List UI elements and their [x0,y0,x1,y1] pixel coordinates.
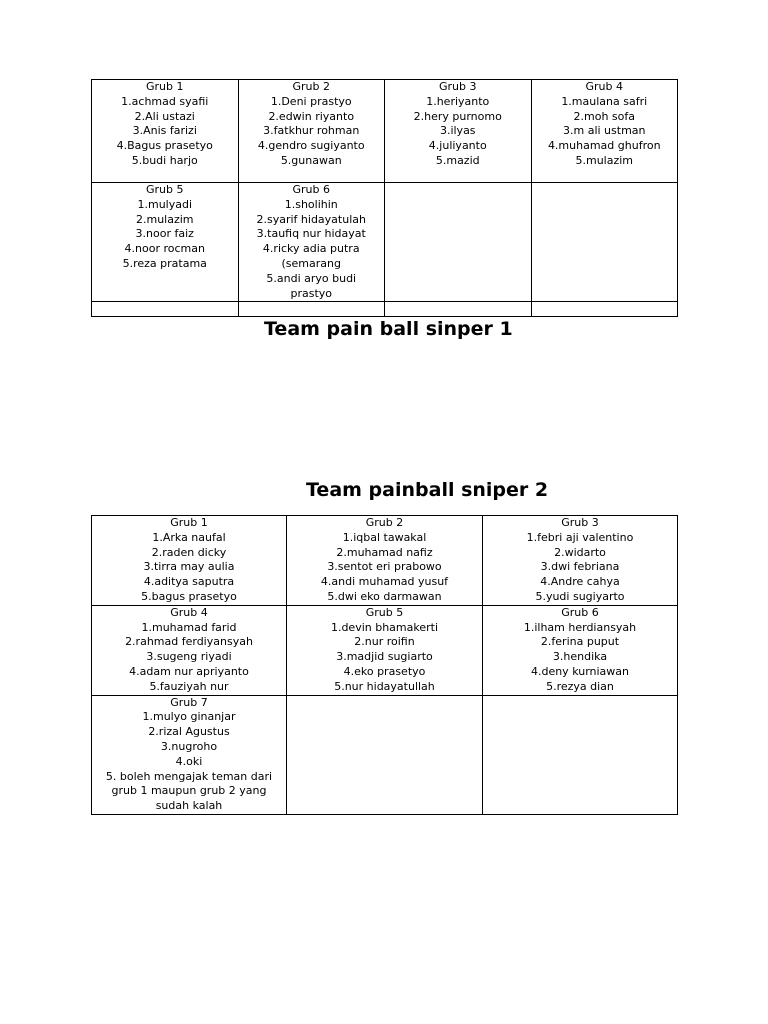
table-row [92,605,678,695]
member-name: 4.ricky adia putra [262,242,360,256]
member-name: 5.dwi eko darmawan [327,589,442,603]
member-name: 4.adam nur apriyanto [129,664,249,678]
member-name: 3.fatkhur rohman [263,124,360,138]
group-name: Grub 5 [365,605,404,619]
member-name: 4.deny kurniawan [530,664,630,678]
section-2-title: Team painball sniper 2 [306,479,549,501]
member-name: 2.ferina puput [540,635,620,649]
member-name: 5.andi aryo budi [266,271,357,285]
table-row [92,516,678,606]
member-name: 3.ilyas [439,124,476,138]
member-name: 1.Arka naufal [152,530,226,544]
group-cell [287,516,483,606]
group-name: Grub 6 [292,183,330,196]
member-name: 4.eko prasetyo [343,664,426,678]
member-name: prastyo [290,286,333,300]
member-name: 2.rahmad ferdiyansyah [125,635,253,649]
member-name: 2.widarto [554,545,606,559]
member-name: 1.Deni prastyo [270,94,352,108]
group-cell [483,516,678,606]
group-name: Grub 3 [439,80,477,93]
member-name: 5.budi harjo [131,153,198,167]
empty-cell [531,183,678,302]
member-name: 1.sholihin [284,197,338,211]
member-name: 2.nur roifin [354,635,415,649]
group-name: Grub 1 [146,80,184,93]
member-name: 2.moh sofa [573,109,635,123]
group-cell [238,80,385,183]
group-name: Grub 5 [146,183,184,196]
group-name: Grub 4 [170,605,208,619]
group-name: Grub 1 [170,516,208,529]
member-name: 1.heriyanto [426,94,490,108]
group-cell [92,183,239,302]
member-name: 5.mazid [435,153,480,167]
member-name: 3.madjid sugiarto [336,650,433,664]
section-1-title: Team pain ball sinper 1 [264,318,513,340]
member-name: 3.dwi febriana [540,560,620,574]
member-name: 3.Anis farizi [132,124,197,138]
member-name: 1.mulyadi [137,197,193,211]
member-name: 2.muhamad nafiz [336,545,433,559]
group-cell [531,80,678,183]
member-name: 3.hendika [552,650,608,664]
group-cell [92,80,239,183]
member-name: 2.hery purnomo [413,109,502,123]
member-name: grub 1 maupun grub 2 yang [111,784,267,798]
member-name: 2.mulazim [135,212,194,226]
member-name: 2.raden dicky [151,545,227,559]
member-name: 4.gendro sugiyanto [257,139,365,153]
member-name: 1.maulana safri [561,94,648,108]
group-name: Grub 7 [170,695,208,709]
team-2-table [91,515,678,815]
member-name: (semarang [281,256,341,270]
member-name: 1.devin bhamakerti [330,620,439,634]
table-row [92,183,678,302]
member-name: 4.noor rocman [124,242,205,256]
group-cell [238,183,385,302]
member-name: 3.noor faiz [135,227,194,241]
group-cell [92,516,287,606]
member-name: 4.aditya saputra [143,575,235,589]
member-name: 5.yudi sugiyarto [535,589,625,603]
member-name: 5.reza pratama [122,256,207,270]
member-name: 2.Ali ustazi [134,109,195,123]
member-name: 5.mulazim [575,153,634,167]
group-cell [92,605,287,695]
member-name: 3.sugeng riyadi [146,650,232,664]
group-name: Grub 2 [365,516,404,529]
empty-cell [92,302,239,317]
empty-cell [531,302,678,317]
empty-cell [483,695,678,814]
empty-cell [385,302,532,317]
member-name: 4.andi muhamad yusuf [320,575,449,589]
group-cell [287,605,483,695]
member-name: 2.rizal Agustus [148,725,230,739]
group-cell [385,80,532,183]
member-name: 3.m ali ustman [563,124,646,138]
member-name: 3.taufiq nur hidayat [256,227,366,241]
member-name: 5.nur hidayatullah [334,679,435,693]
table-row [92,695,678,814]
member-name: 5.fauziyah nur [149,679,229,693]
member-name: 4.Andre cahya [540,575,620,589]
team-1-table [91,79,678,317]
empty-cell [385,183,532,302]
member-name: 2.edwin riyanto [268,109,355,123]
member-name: 3.nugroho [160,739,218,753]
member-name: 4.oki [175,754,203,768]
member-name: 1.muhamad farid [141,620,237,634]
member-name: 5. boleh mengajak teman dari [105,769,273,783]
member-name: 1.iqbal tawakal [342,530,427,544]
member-name: 5.gunawan [280,153,342,167]
table-row [92,302,678,317]
member-name: 5.rezya dian [546,679,614,693]
member-name: 4.juliyanto [428,139,487,153]
member-name: 3.sentot eri prabowo [327,560,442,574]
group-cell [92,695,287,814]
group-name: Grub 3 [561,516,599,529]
empty-cell [238,302,385,317]
member-name: 1.ilham herdiansyah [523,620,637,634]
member-name: 5.bagus prasetyo [141,589,237,603]
member-name: 4.muhamad ghufron [547,139,661,153]
group-cell [483,605,678,695]
member-name: 4.Bagus prasetyo [116,139,213,153]
member-name: sudah kalah [155,799,223,813]
member-name: 1.mulyo ginanjar [142,710,236,724]
empty-cell [287,695,483,814]
member-name: 3.tirra may aulia [143,560,235,574]
member-name: 1.febri aji valentino [526,530,634,544]
group-name: Grub 4 [585,80,623,93]
group-name: Grub 2 [292,80,330,93]
group-name: Grub 6 [561,605,599,619]
member-name: 1.achmad syafii [121,94,209,108]
table-row [92,80,678,183]
member-name: 2.syarif hidayatulah [256,212,366,226]
